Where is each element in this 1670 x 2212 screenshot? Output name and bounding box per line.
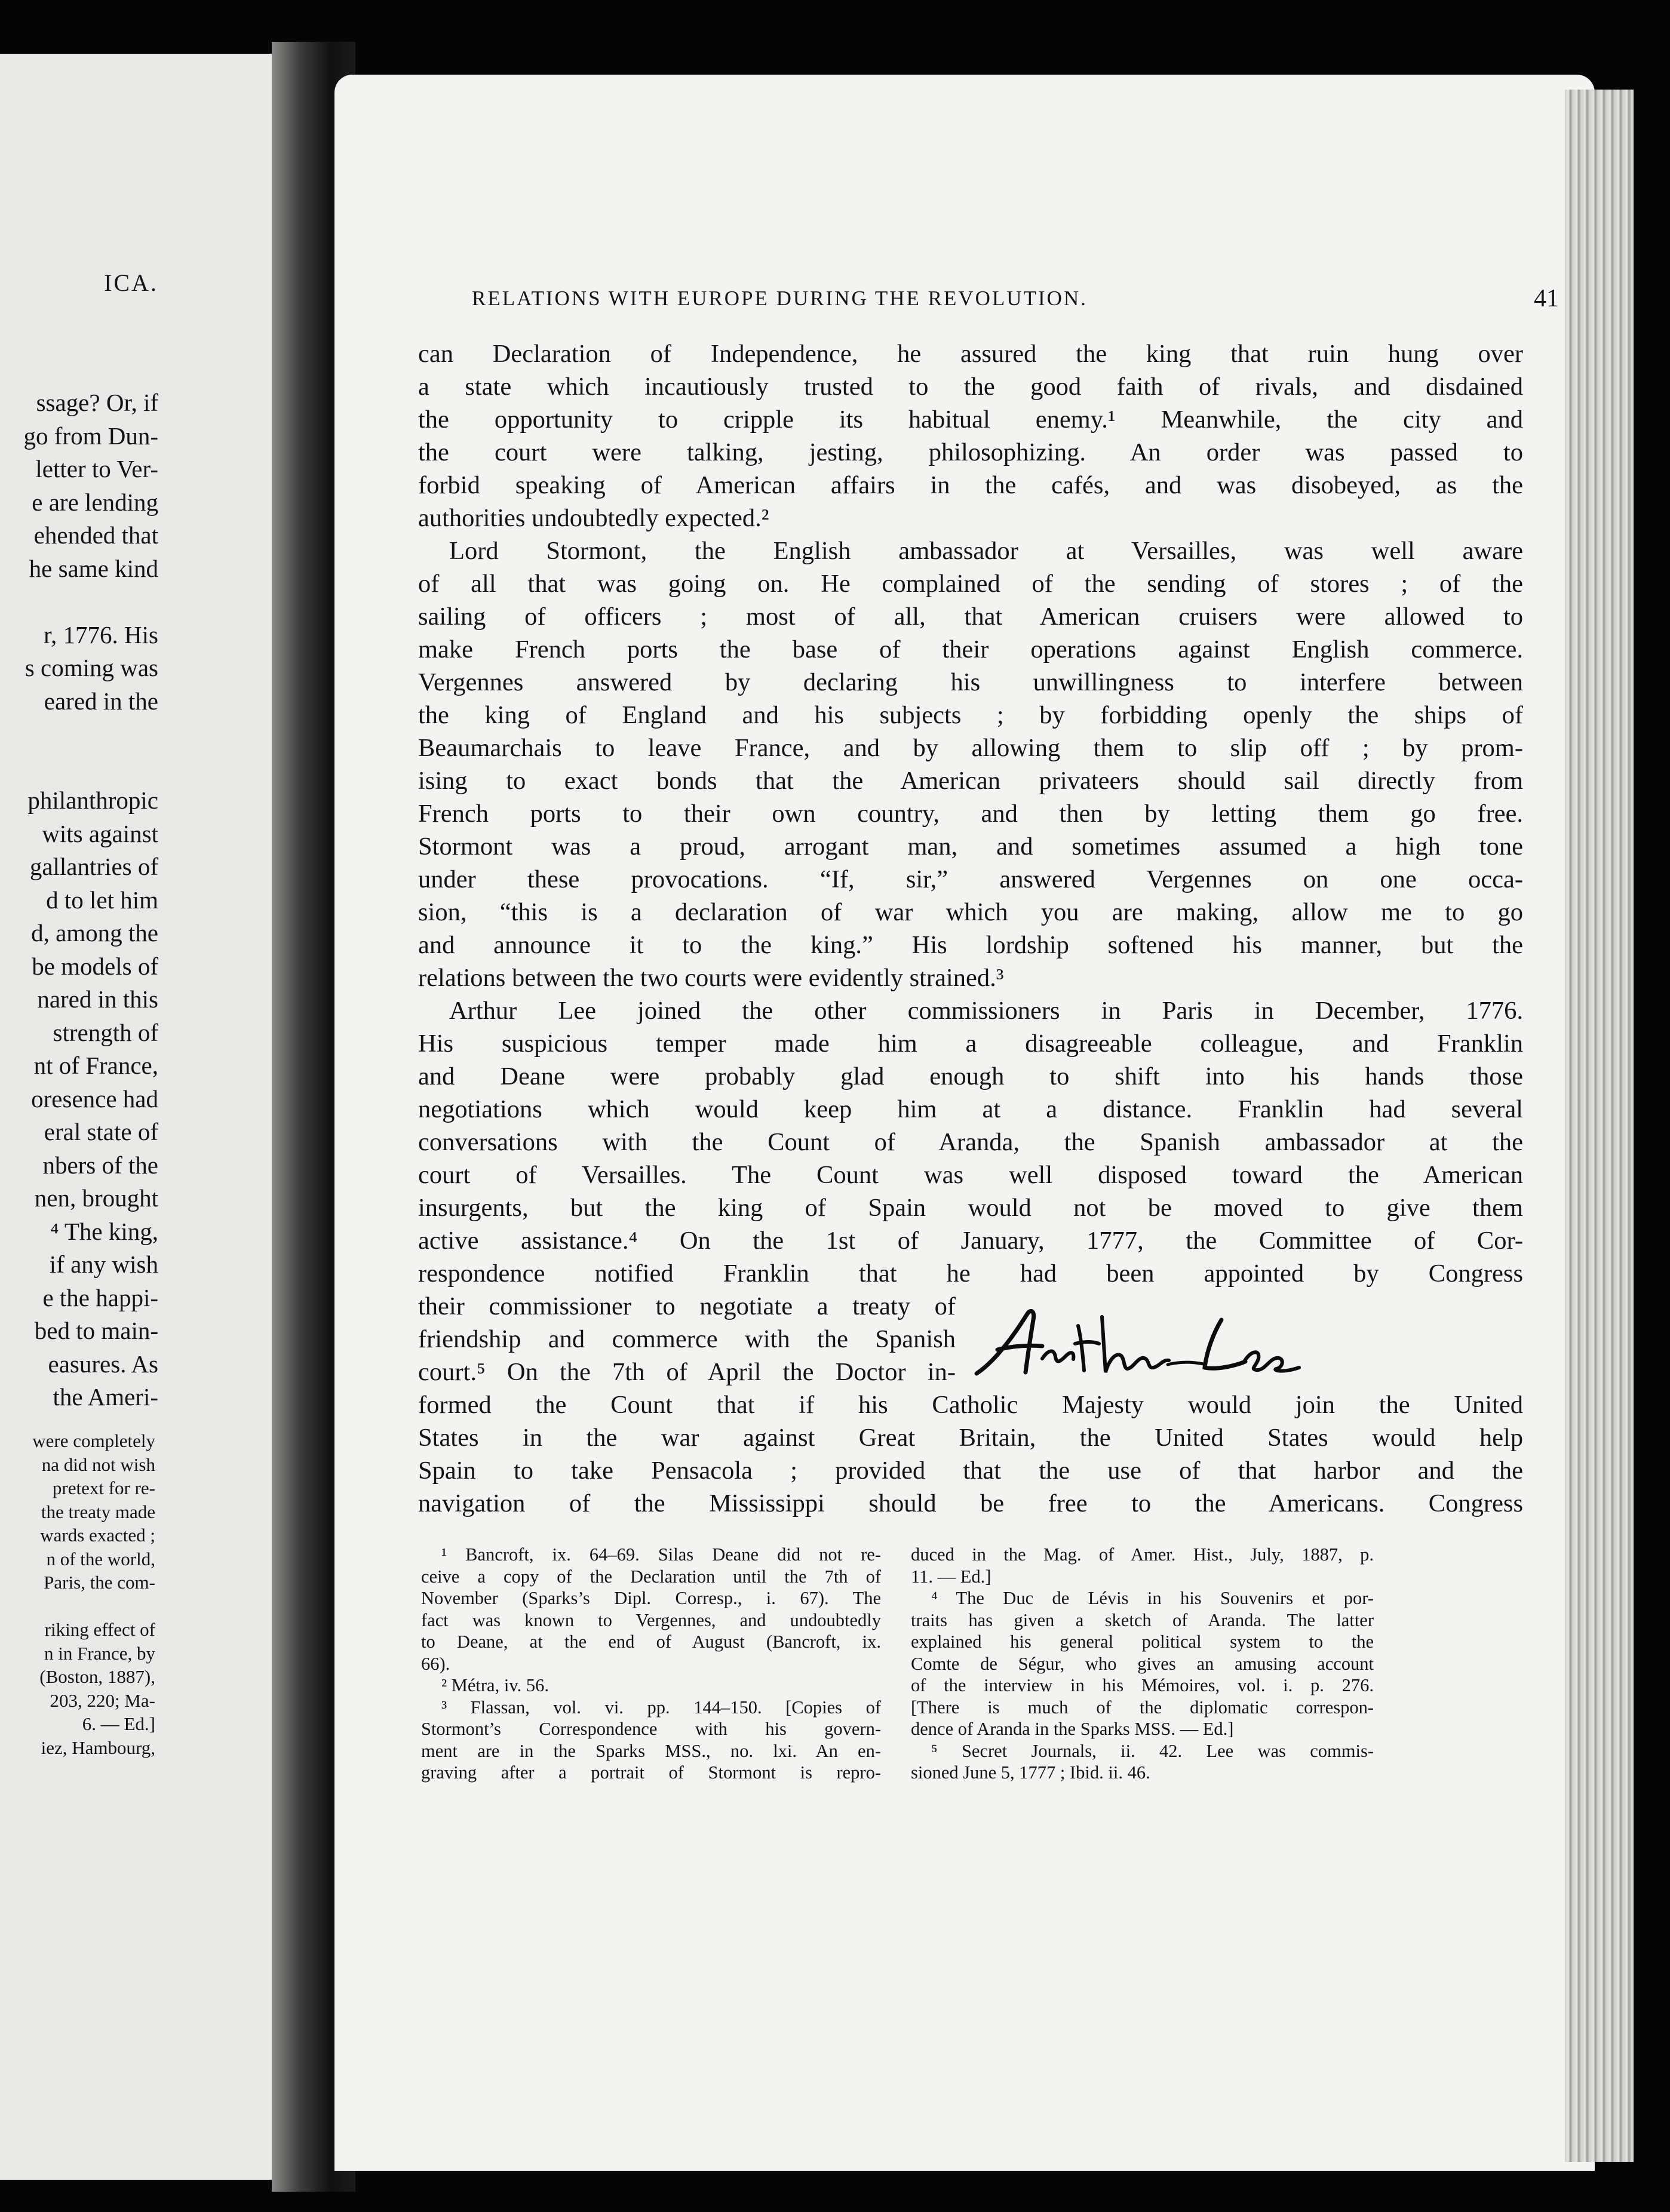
footnote-line: explained his general political system to the — [911, 1632, 1374, 1652]
footnote-line: November (Sparks’s Dipl. Corresp., i. 67). The — [421, 1588, 881, 1608]
left-page-line: philanthropic — [27, 787, 158, 814]
left-page-line: go from Dun- — [23, 422, 158, 450]
footnote-line: ⁵ Secret Journals, ii. 42. Lee was commis- — [931, 1740, 1374, 1761]
left-page-line: wits against — [42, 819, 158, 847]
page-edges — [1565, 90, 1634, 2162]
body-line: Stormont was a proud, arrogant man, and sometimes assumed a high tone — [418, 832, 1523, 861]
body-line: ising to exact bonds that the American privateers should sail directly from — [418, 767, 1523, 795]
left-page-line: ehended that — [33, 521, 158, 549]
left-page-line: d, among the — [31, 919, 158, 947]
footnote-line: 11. — Ed.] — [911, 1566, 991, 1587]
body-line: sion, “this is a declaration of war which you are making, allow me to go — [418, 898, 1523, 926]
left-page-footnote-line: the treaty made — [41, 1501, 155, 1522]
left-page-footnote-line: na did not wish — [41, 1454, 155, 1475]
footnote-line: fact was known to Vergennes, and undoubtedly — [421, 1609, 881, 1630]
footnote-line: ceive a copy of the Declaration until the 7th of — [421, 1566, 881, 1587]
footnote-line: ² Métra, iv. 56. — [441, 1675, 549, 1695]
left-page-line: ⁴ The king, — [50, 1217, 158, 1245]
page-number: 41 — [1534, 285, 1559, 312]
left-page-line: nen, brought — [34, 1184, 158, 1212]
left-page-footnote-line: wards exacted ; — [40, 1525, 155, 1546]
footnote-line: traits has given a sketch of Aranda. The latter — [911, 1609, 1374, 1630]
body-line: His suspicious temper made him a disagreeable colleague, and Franklin — [418, 1030, 1523, 1058]
body-line: Beaumarchais to leave France, and by allowing them to slip off ; by prom- — [418, 734, 1523, 762]
right-page — [334, 75, 1595, 2171]
body-line: negotiations which would keep him at a distance. Franklin had several — [418, 1095, 1523, 1123]
body-line: the opportunity to cripple its habitual enemy.¹ Meanwhile, the city and — [418, 405, 1523, 434]
left-page-line: oresence had — [31, 1085, 158, 1113]
body-line: French ports to their own country, and then by letting them go free. — [418, 800, 1523, 828]
arthur-lee-signature — [971, 1302, 1305, 1391]
body-line: court.⁵ On the 7th of April the Doctor in- — [418, 1358, 956, 1386]
running-head-title: RELATIONS WITH EUROPE DURING THE REVOLUTION. — [472, 287, 1088, 310]
left-page-line: gallantries of — [29, 853, 158, 880]
left-page-line: r, 1776. His — [44, 620, 158, 649]
left-page-line: easures. As — [48, 1350, 158, 1378]
footnote-line: duced in the Mag. of Amer. Hist., July, 1887, p. — [911, 1544, 1374, 1565]
left-page-line: e the happi- — [42, 1283, 158, 1311]
body-line: relations between the two courts were evidently strained.³ — [418, 964, 1004, 992]
footnote-line: ³ Flassan, vol. vi. pp. 144–150. [Copies of — [441, 1697, 881, 1718]
body-line: a state which incautiously trusted to the good faith of rivals, and disdained — [418, 373, 1523, 401]
body-line: Vergennes answered by declaring his unwillingness to interfere between — [418, 668, 1523, 696]
left-page-footnote-line: were completely — [32, 1430, 155, 1451]
body-line: court of Versailles. The Count was well disposed toward the American — [418, 1161, 1523, 1189]
left-page-line: eared in the — [44, 687, 158, 715]
footnote-line: 66). — [421, 1653, 450, 1674]
body-line: Lord Stormont, the English ambassador at Versailles, was well aware — [449, 537, 1523, 565]
body-line: States in the war against Great Britain, the United States would help — [418, 1424, 1523, 1452]
body-line: the court were talking, jesting, philosophizing. An order was passed to — [418, 438, 1523, 466]
footnote-line: [There is much of the diplomatic correspon- — [911, 1697, 1374, 1718]
body-line: formed the Count that if his Catholic Majesty would join the United — [418, 1391, 1523, 1419]
body-line: and announce it to the king.” His lordship softened his manner, but the — [418, 931, 1523, 959]
footnote-line: Stormont’s Correspondence with his govern- — [421, 1719, 881, 1739]
left-page — [0, 54, 272, 2180]
footnote-line: graving after a portrait of Stormont is repro- — [421, 1762, 881, 1783]
footnote-line: ¹ Bancroft, ix. 64–69. Silas Deane did not re- — [441, 1544, 881, 1565]
left-page-heading: ICA. — [104, 269, 158, 296]
body-line: Arthur Lee joined the other commissioners in Paris in December, 1776. — [449, 997, 1523, 1025]
left-page-footnote-line: riking effect of — [44, 1619, 155, 1640]
body-line: their commissioner to negotiate a treaty of — [418, 1292, 956, 1320]
left-page-footnote-line: Paris, the com- — [44, 1572, 155, 1593]
left-page-footnote-line: iez, Hambourg, — [41, 1737, 155, 1758]
body-line: friendship and commerce with the Spanish — [418, 1325, 956, 1353]
body-line: authorities undoubtedly expected.² — [418, 504, 769, 532]
left-page-line: be models of — [32, 952, 158, 980]
body-line: navigation of the Mississippi should be free to the Americans. Congress — [418, 1489, 1523, 1517]
left-page-line: nbers of the — [42, 1151, 158, 1179]
left-page-line: the Ameri- — [53, 1383, 158, 1411]
footnote-line: to Deane, at the end of August (Bancroft, ix. — [421, 1632, 881, 1652]
body-line: sailing of officers ; most of all, that American cruisers were allowed to — [418, 603, 1523, 631]
left-page-line: bed to main- — [34, 1317, 158, 1344]
body-line: make French ports the base of their operations against English commerce. — [418, 635, 1523, 663]
left-page-line: ssage? Or, if — [36, 389, 158, 416]
running-head — [472, 287, 1559, 311]
body-line: conversations with the Count of Aranda, the Spanish ambassador at the — [418, 1128, 1523, 1156]
left-page-line: nt of France, — [33, 1052, 158, 1079]
left-page-footnote-line: n in France, by — [44, 1642, 155, 1664]
footnote-line: dence of Aranda in the Sparks MSS. — Ed.] — [911, 1719, 1234, 1739]
body-line: the king of England and his subjects ; by forbidding openly the ships of — [418, 701, 1523, 729]
left-page-line: strength of — [53, 1018, 158, 1046]
left-page-line: if any wish — [49, 1251, 158, 1278]
footnotes-right — [911, 1544, 1374, 1784]
left-page-footnote-line: (Boston, 1887), — [39, 1666, 155, 1687]
left-page-line: s coming was — [24, 654, 158, 681]
body-line: forbid speaking of American affairs in the cafés, and was disobeyed, as the — [418, 471, 1523, 499]
body-line: insurgents, but the king of Spain would not be moved to give them — [418, 1194, 1523, 1222]
left-page-footnote-line: n of the world, — [46, 1548, 155, 1569]
body-line: Spain to take Pensacola ; provided that the use of that harbor and the — [418, 1457, 1523, 1485]
body-line: under these provocations. “If, sir,” answered Vergennes on one occa- — [418, 865, 1523, 893]
left-page-line: d to let him — [46, 886, 158, 914]
left-page-line: nared in this — [37, 985, 158, 1013]
body-line: respondence notified Franklin that he had been appointed by Congress — [418, 1259, 1523, 1288]
body-line: of all that was going on. He complained of the sending of stores ; of the — [418, 570, 1523, 598]
body-line: and Deane were probably glad enough to shift into his hands those — [418, 1062, 1523, 1090]
footnote-line: ⁴ The Duc de Lévis in his Souvenirs et por- — [931, 1588, 1374, 1608]
left-page-line: letter to Ver- — [35, 455, 158, 483]
footnote-line: of the interview in his Mémoires, vol. i. p. 276. — [911, 1675, 1374, 1695]
footnotes-left — [421, 1544, 881, 1784]
footnote-line: sioned June 5, 1777 ; Ibid. ii. 46. — [911, 1762, 1150, 1783]
left-page-footnote-line: 203, 220; Ma- — [50, 1689, 155, 1711]
footnote-line: Comte de Ségur, who gives an amusing account — [911, 1653, 1374, 1674]
body-line: active assistance.⁴ On the 1st of January, 1777, the Committee of Cor- — [418, 1227, 1523, 1255]
left-page-line: eral state of — [44, 1118, 158, 1145]
left-page-footnote-line: pretext for re- — [52, 1477, 155, 1498]
body-line: can Declaration of Independence, he assured the king that ruin hung over — [418, 340, 1523, 368]
footnote-line: ment are in the Sparks MSS., no. lxi. An en- — [421, 1740, 881, 1761]
left-page-footnote-line: 6. — Ed.] — [82, 1713, 155, 1734]
left-page-line: he same kind — [29, 554, 158, 582]
left-page-line: e are lending — [32, 488, 158, 516]
